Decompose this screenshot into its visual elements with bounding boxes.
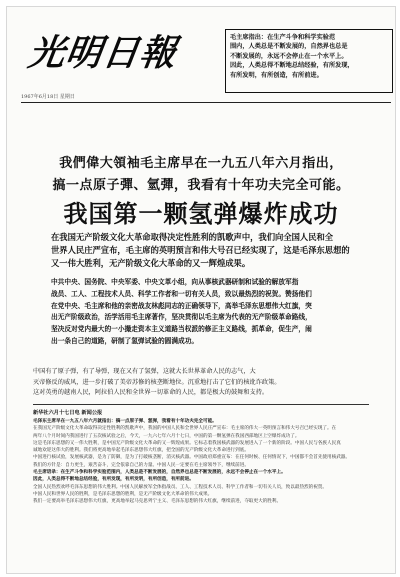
congratulation-line: 坚决反对党内最大的一小撮走资本主义道路当权派的修正主义路线，抓革命，促生产，闹 bbox=[51, 325, 312, 334]
masthead bbox=[21, 21, 186, 79]
body-line: 全国人民热烈欢呼毛泽东思想的伟大胜利。中国人民解放军全体指战员、工人、工程技术人员、科学工作者和一切有关人员，致以最热烈的祝贺。 bbox=[33, 484, 328, 490]
lead-line: 又一伟大胜利，无产阶级文化大革命的又一辉煌成果。 bbox=[51, 258, 251, 268]
kicker-line-2: 搞一点原子彈、氫彈，我看有十年功夫完全可能。 bbox=[52, 178, 350, 193]
body-line: 我们一定要高举毛泽东思想伟大红旗，更高地举起马克思列宁主义、毛泽东思想的伟大红旗，继续前进，夺取更大的胜利。 bbox=[33, 499, 282, 505]
body-line: 我们的方针是：自力更生，艰苦奋斗，完全依靠自己的力量。中国人民一定要在毛主席领导下，继续前进。 bbox=[33, 462, 249, 468]
article-body bbox=[33, 418, 383, 568]
newspaper-page bbox=[6, 6, 396, 574]
dateline: 新华社六月十七日电 新闻公报 bbox=[33, 410, 103, 416]
publication-info: 1967年6月18日 星期日 bbox=[21, 93, 391, 103]
masthead-title: 光明日報 bbox=[26, 31, 181, 74]
quote-line: 围内，人类总是不断发展的，自然界也总是 bbox=[230, 43, 348, 51]
significance-line: 中国有了原子弹，有了导弹，现在又有了氢弹，这就大长世界革命人民的志气，大 bbox=[33, 368, 256, 375]
body-line: 在我国无产阶级文化大革命取得决定性胜利的凯歌声中，我国的中国人民和全世界人民庄严宣布：毛主席的伟大一英明预言和伟大号召已经实现了。在 bbox=[33, 426, 337, 432]
section-divider bbox=[33, 404, 369, 405]
congratulation-line: 出一条自己的道路，研制了氢弹试验的圆满成功。 bbox=[51, 336, 199, 345]
body-line: 两年八个月时间内我国进行了五次核试验之后，今天，一九六七年六月十七日，中国的第一颗氢弹在我国西部地区上空爆炸成功了。 bbox=[33, 433, 300, 439]
quote-line: 不断发展的，永远不会停止在一个水平上。 bbox=[230, 52, 348, 60]
body-line: 因此，人类总得不断地总结经验，有所发现，有所发明，有所创造，有所前进。 bbox=[33, 477, 194, 483]
kicker-line-1: 我們偉大領袖毛主席早在一九五八年六月指出， bbox=[59, 156, 343, 171]
body-line: 中国进行核试验，发展核武器，是为了防御，是为了打破核垄断，消灭核武器。中国政府郑重宣布：在任何时候、任何情况下，中国都不会首先使用核武器。 bbox=[33, 455, 350, 461]
congratulation-line: 中共中央、国务院、中央军委、中央文革小组，向从事核武器研制和试验的解放军指 bbox=[51, 278, 299, 286]
lead-line: 世界人民庄严宣布，毛主席的英明预言和伟大号召已经实现了，这是毛泽东思想的 bbox=[51, 245, 350, 255]
body-line: 中国人民和世界人民的胜利，是毛泽东思想的胜利，是无产阶级文化大革命的伟大成果。 bbox=[33, 491, 213, 497]
significance-paragraph bbox=[33, 367, 369, 399]
body-line: 这是毛泽东思想的又一伟大胜利，是中国无产阶级文化大革命的又一辉煌成果。它标志着我国核武器的发展进入了一个新的阶段。中国人民与各族人民真 bbox=[33, 440, 341, 446]
quote-line: 毛主席指出：在生产斗争和科学实验范 bbox=[230, 34, 336, 41]
congratulation-line: 在党中央、毛主席和他的亲密战友林彪同志的正确领导下，高举毛泽东思想伟大红旗，突 bbox=[51, 301, 312, 310]
body-line: 毛泽东主席早在一九五八年六月就指出：搞一点原子弹、氢弹，我看有十年功夫完全可能。 bbox=[33, 419, 217, 424]
quote-line: 有所发明，有所创造，有所前进。 bbox=[230, 71, 323, 79]
quote-line: 因此，人类总得不断地总结经验，有所发现， bbox=[230, 62, 354, 70]
body-line: 诚地欢迎这伟大的胜利。我们将更高地举起毛泽东思想伟大红旗，把全国的无产阶级文化大革命进行到底。 bbox=[33, 448, 249, 454]
quote-box bbox=[225, 29, 393, 93]
lead-paragraph bbox=[51, 231, 371, 270]
congratulation-paragraph bbox=[51, 277, 371, 348]
significance-line: 灭帝修反的威风，进一步打破了美帝苏修的核垄断地位。沉重地打击了它们的核讹诈政策。 bbox=[33, 378, 281, 386]
main-headline: 我国第一颗氢弹爆炸成功 bbox=[63, 199, 339, 228]
body-line: 毛主席语录：在生产斗争和科学实验范围内，人类总是不断发展的，自然界也总是不断发展的，永远不会停止在一个水平上。 bbox=[33, 470, 286, 476]
congratulation-line: 出无产阶级政治，活学活用毛主席著作，坚决贯彻以毛主席为代表的无产阶级革命路线， bbox=[51, 313, 312, 322]
significance-line: 这对英勇的越南人民，阿拉伯人民和全世界一切革命的人民，都是极大的鼓舞和支持。 bbox=[33, 389, 269, 396]
congratulation-line: 战员、工人、工程技术人员、科学工作者和一切有关人员，致以最热烈的祝贺。赞扬他们 bbox=[51, 289, 312, 298]
lead-line: 在我国无产阶级文化大革命取得决定性胜利的凯歌声中，我们向全国人民和全 bbox=[51, 232, 334, 242]
